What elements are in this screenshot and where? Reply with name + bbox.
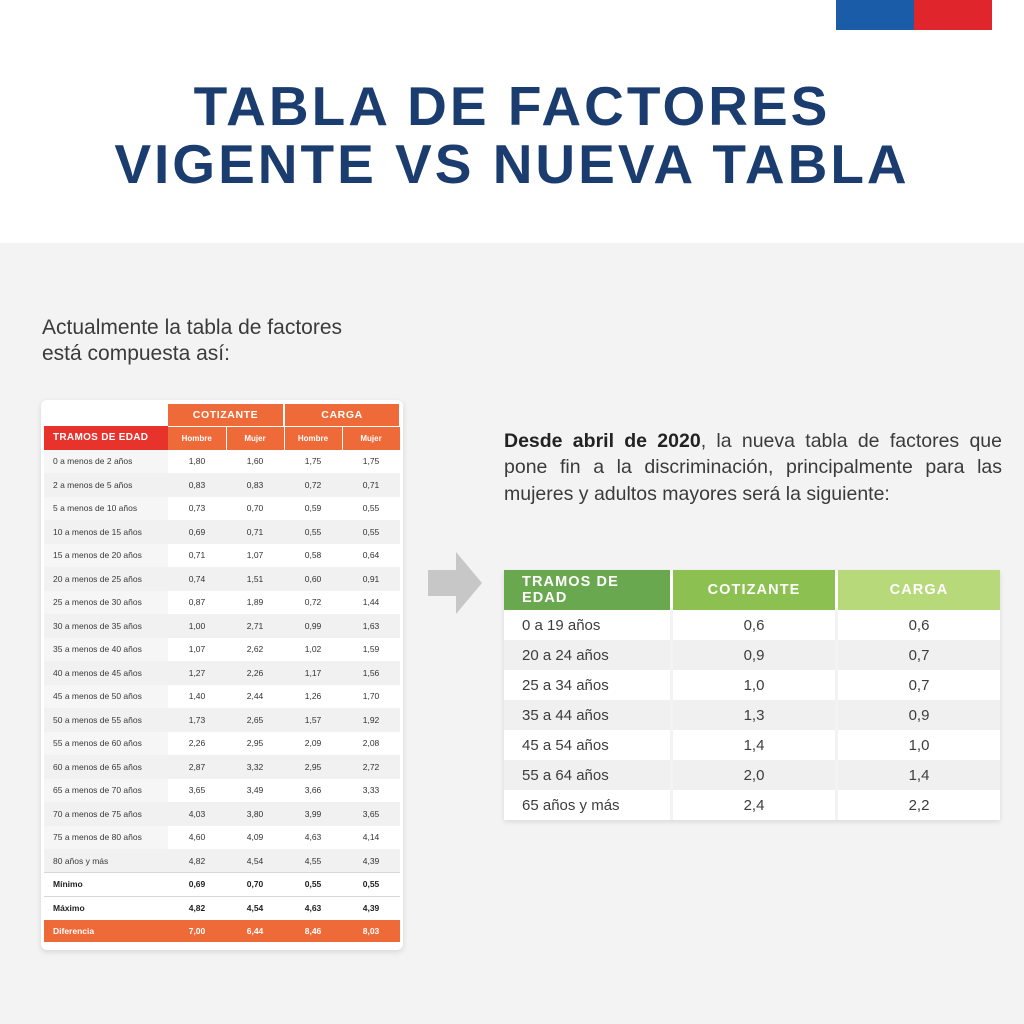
arrow-right-icon [428,552,480,622]
row-value: 0,71 [342,473,400,497]
row-value: 4,39 [342,849,400,873]
row-value: 0,58 [284,544,342,568]
row-value: 3,65 [342,802,400,826]
row-value: 4,63 [284,826,342,850]
row-value: 6,44 [226,920,284,942]
row-age: 25 a 34 años [504,670,670,700]
row-value: 1,73 [168,708,226,732]
row-age: 65 a menos de 70 años [44,779,168,803]
row-label-diferencia: Diferencia [44,920,168,942]
row-value: 0,64 [342,544,400,568]
table-row [504,670,1000,700]
row-age: 35 a menos de 40 años [44,638,168,662]
row-age: 2 a menos de 5 años [44,473,168,497]
row-value: 4,55 [284,849,342,873]
table-row [44,497,400,521]
row-value: 8,03 [342,920,400,942]
new-header-tramos-de-edad: TRAMOS DE EDAD [504,570,670,610]
row-carga: 1,4 [835,760,1000,790]
row-value: 1,51 [226,567,284,591]
row-cotizante: 1,4 [670,730,835,760]
row-value: 2,71 [226,614,284,638]
row-value: 0,74 [168,567,226,591]
group-header-carga: CARGA [284,404,400,426]
row-age: 45 a menos de 50 años [44,685,168,709]
left-intro-line1: Actualmente la tabla de factores [42,316,343,339]
row-age: 45 a 54 años [504,730,670,760]
row-value: 0,59 [284,497,342,521]
new-header-carga: CARGA [835,570,1000,610]
row-value: 1,27 [168,661,226,685]
chile-flag-icon [836,0,992,30]
row-value: 4,54 [226,896,284,920]
row-value: 1,75 [342,450,400,474]
row-value: 0,60 [284,567,342,591]
arrow-head [456,552,482,614]
arrow-shaft [428,570,458,596]
row-value: 0,99 [284,614,342,638]
current-factors-table [44,404,401,942]
row-carga: 0,6 [835,610,1000,640]
row-value: 2,62 [226,638,284,662]
row-value: 0,55 [342,497,400,521]
table-row [504,790,1000,820]
row-value: 0,55 [342,873,400,897]
row-value: 0,69 [168,520,226,544]
table-row [44,450,400,474]
row-value: 0,73 [168,497,226,521]
header-tramos-de-edad: TRAMOS DE EDAD [44,426,168,450]
row-age: 5 a menos de 10 años [44,497,168,521]
table-row-diferencia [44,920,400,942]
row-value: 1,89 [226,591,284,615]
table-group-header-row [44,404,400,426]
row-value: 1,80 [168,450,226,474]
row-age: 10 a menos de 15 años [44,520,168,544]
row-age: 15 a menos de 20 años [44,544,168,568]
row-value: 1,26 [284,685,342,709]
row-age: 0 a menos de 2 años [44,450,168,474]
header [0,0,1024,243]
flag-red-block [914,0,992,30]
row-value: 1,17 [284,661,342,685]
table-row [44,661,400,685]
sub-header-cotizante-mujer: Mujer [226,426,284,450]
table-row [44,614,400,638]
row-value: 2,72 [342,755,400,779]
row-value: 0,72 [284,473,342,497]
row-cotizante: 1,0 [670,670,835,700]
row-value: 8,46 [284,920,342,942]
row-age: 35 a 44 años [504,700,670,730]
row-value: 2,95 [284,755,342,779]
row-value: 2,65 [226,708,284,732]
row-value: 0,55 [342,520,400,544]
row-value: 2,26 [226,661,284,685]
row-value: 4,60 [168,826,226,850]
row-value: 0,55 [284,520,342,544]
row-value: 3,49 [226,779,284,803]
table-row [44,520,400,544]
row-value: 4,14 [342,826,400,850]
row-value: 1,59 [342,638,400,662]
row-value: 2,44 [226,685,284,709]
right-intro-rest: , la nueva tabla de factores que pone fin a la discriminación, principalmente para las mujeres y adultos mayores será la siguiente: [504,430,1002,505]
table-row [44,826,400,850]
row-age: 55 a menos de 60 años [44,732,168,756]
sub-header-carga-mujer: Mujer [342,426,400,450]
row-cotizante: 2,4 [670,790,835,820]
table-row [44,802,400,826]
row-value: 7,00 [168,920,226,942]
row-carga: 0,7 [835,640,1000,670]
row-value: 4,09 [226,826,284,850]
row-value: 3,65 [168,779,226,803]
row-value: 4,63 [284,896,342,920]
row-value: 4,82 [168,896,226,920]
table-row [44,544,400,568]
row-age: 75 a menos de 80 años [44,826,168,850]
row-value: 0,83 [226,473,284,497]
row-age: 0 a 19 años [504,610,670,640]
page-title [0,75,1024,195]
row-cotizante: 2,0 [670,760,835,790]
row-cotizante: 0,9 [670,640,835,670]
row-value: 1,70 [342,685,400,709]
row-value: 0,71 [168,544,226,568]
row-value: 1,07 [226,544,284,568]
row-value: 1,75 [284,450,342,474]
row-value: 2,09 [284,732,342,756]
group-header-spacer [44,404,168,426]
new-factors-table-body [504,610,1000,820]
left-intro-text [42,315,442,368]
row-value: 0,55 [284,873,342,897]
table-row-minimo [44,873,400,897]
current-factors-table-body [44,450,400,942]
row-value: 1,56 [342,661,400,685]
row-age: 60 a menos de 65 años [44,755,168,779]
row-value: 1,60 [226,450,284,474]
row-value: 1,44 [342,591,400,615]
row-value: 0,72 [284,591,342,615]
page-title-line1: TABLA DE FACTORES [193,75,831,137]
table-row-maximo [44,896,400,920]
row-value: 3,80 [226,802,284,826]
table-row [44,779,400,803]
left-intro-line2: está compuesta así: [42,342,230,366]
row-age: 20 a menos de 25 años [44,567,168,591]
row-carga: 1,0 [835,730,1000,760]
row-age: 25 a menos de 30 años [44,591,168,615]
row-value: 4,82 [168,849,226,873]
table-row [44,708,400,732]
row-carga: 0,7 [835,670,1000,700]
row-value: 0,83 [168,473,226,497]
page-title-line2: VIGENTE VS NUEVA TABLA [114,132,910,195]
row-cotizante: 0,6 [670,610,835,640]
row-cotizante: 1,3 [670,700,835,730]
row-age: 20 a 24 años [504,640,670,670]
table-row [44,732,400,756]
row-value: 3,66 [284,779,342,803]
row-value: 1,07 [168,638,226,662]
table-row [44,567,400,591]
row-value: 0,69 [168,873,226,897]
current-factors-table-card [41,400,403,950]
row-value: 0,70 [226,497,284,521]
table-row [504,730,1000,760]
row-value: 2,87 [168,755,226,779]
row-label-maximo: Máximo [44,896,168,920]
table-row [504,610,1000,640]
row-value: 2,95 [226,732,284,756]
sub-header-carga-hombre: Hombre [284,426,342,450]
group-header-cotizante: COTIZANTE [168,404,284,426]
row-value: 1,92 [342,708,400,732]
row-value: 4,54 [226,849,284,873]
row-value: 1,00 [168,614,226,638]
row-age: 50 a menos de 55 años [44,708,168,732]
row-age: 30 a menos de 35 años [44,614,168,638]
row-value: 1,63 [342,614,400,638]
row-value: 0,71 [226,520,284,544]
table-sub-header-row [44,426,400,450]
new-factors-table [504,570,1000,820]
row-value: 2,26 [168,732,226,756]
row-value: 4,03 [168,802,226,826]
row-value: 1,40 [168,685,226,709]
row-label-minimo: Mínimo [44,873,168,897]
flag-blue-block [836,0,914,30]
row-age: 80 años y más [44,849,168,873]
row-age: 70 a menos de 75 años [44,802,168,826]
right-intro-text [504,428,1002,507]
table-row [44,473,400,497]
row-value: 4,39 [342,896,400,920]
table-row [44,638,400,662]
row-value: 0,70 [226,873,284,897]
table-row [504,640,1000,670]
table-row [504,760,1000,790]
table-row [44,685,400,709]
row-value: 3,99 [284,802,342,826]
row-value: 2,08 [342,732,400,756]
row-value: 1,57 [284,708,342,732]
table-row [504,700,1000,730]
table-row [44,591,400,615]
row-carga: 2,2 [835,790,1000,820]
sub-header-cotizante-hombre: Hombre [168,426,226,450]
row-age: 40 a menos de 45 años [44,661,168,685]
right-intro-bold: Desde abril de 2020 [504,430,701,452]
row-carga: 0,9 [835,700,1000,730]
row-age: 55 a 64 años [504,760,670,790]
row-age: 65 años y más [504,790,670,820]
table-row [44,849,400,873]
new-table-header-row [504,570,1000,610]
row-value: 3,32 [226,755,284,779]
new-header-cotizante: COTIZANTE [670,570,835,610]
row-value: 3,33 [342,779,400,803]
table-row [44,755,400,779]
row-value: 0,91 [342,567,400,591]
row-value: 0,87 [168,591,226,615]
row-value: 1,02 [284,638,342,662]
